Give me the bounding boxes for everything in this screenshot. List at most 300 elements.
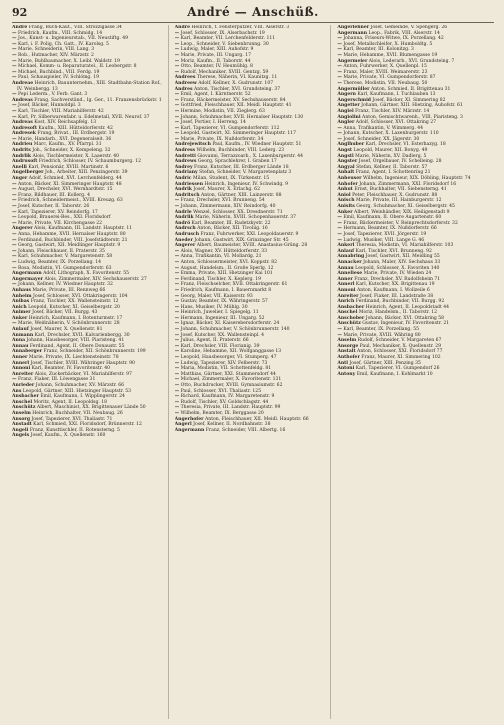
- entry-surname: —: [174, 204, 180, 209]
- entry-details: Joh., Arbeiter, XIII. Penzingerstr. 39: [43, 170, 128, 176]
- entry-surname: Angelberger: [12, 170, 44, 176]
- entry-details: Ferdinand, Buchbinder, VIII. Josefstädterstr. 21: [16, 237, 128, 243]
- entry-surname: Andrusoft: [12, 159, 38, 165]
- entry-details: Leopold, Brauerei-Bes., XXI. Floridsdorf: [16, 215, 111, 221]
- entry-surname: —: [337, 237, 342, 243]
- entry-details: Franz, Fleischselcher, XVII. Ottakringerstr. 61: [179, 282, 288, 288]
- entry-details: Josef, Kaufm., X. Quellenstr. 160: [29, 433, 106, 439]
- entry-surname: Antony: [337, 371, 356, 377]
- entry-details: Heinrich, Juwelier, I. Spiegelg. 11: [179, 310, 259, 316]
- entry-surname: Anhalt: [337, 170, 355, 176]
- entry-details: Johann, Kutscher, X. Laxenburgerstr. 110: [341, 131, 439, 137]
- entry-surname: Angermeier: [337, 58, 368, 64]
- entry-details: Alois, Kaufmann, III. Landstr. Hauptstr. 11: [32, 226, 133, 232]
- entry-details: Friedrich, Schlosser, IV. Schaumburgerg. 12: [37, 159, 141, 165]
- entry-surname: —: [12, 192, 17, 198]
- entry-details: Anton, Kaufmann, I. Wollzeile 6: [355, 287, 430, 293]
- entry-surname: Angermann: [337, 30, 367, 36]
- entry-surname: Anibas: [12, 299, 30, 305]
- entry-surname: Angster: [337, 159, 358, 165]
- entry-details: Anton, Bäcker, XII. Tivoliig. 16: [195, 226, 268, 232]
- entry-details: Wenzel, Schlosser, XX. Dresdnerstr. 71: [191, 209, 283, 215]
- entry-details: Georg, Maler, VII. Kaiserstr. 93: [179, 293, 253, 299]
- entry-details: Josef, Tapezierer, XVI. Thaliastr. 71: [30, 416, 113, 422]
- entry-surname: Angyal: [337, 164, 355, 170]
- entry-surname: Angermayer: [12, 276, 43, 282]
- entry-surname: —: [174, 338, 180, 344]
- entry-details: Therese, Modistin, VII. Neubaug. 50: [341, 80, 428, 86]
- entry-details: Gustav, Beamter, IX. Währingerstr. 57: [179, 299, 268, 305]
- entry-surname: Angerer: [174, 243, 196, 249]
- entry-details: Ludwig, Musiker, VIII. Lange G. 46: [341, 237, 425, 243]
- entry-surname: Antoni: [337, 366, 355, 372]
- entry-surname: Anschel: [12, 399, 33, 405]
- entry-surname: Andress: [174, 148, 196, 154]
- entry-surname: —: [12, 265, 17, 271]
- entry-details: Anna, Hebamme, XVII. Hernalser Hauptstr. 80: [16, 231, 126, 237]
- entry-surname: —: [337, 226, 342, 232]
- entry-surname: —: [12, 254, 17, 260]
- entry-details: Johann, Fleischhauer, II. Praterstr. 35: [16, 248, 105, 254]
- entry-details: August, Drechsler, XVI. Wernhardtstr. 15: [16, 187, 113, 193]
- entry-details: Leopold, Maurer, XII. Bonyg. 49: [352, 148, 428, 154]
- entry-details: Otto, Buchdrucker, XVIII. Gymnasiumstr. 62: [179, 383, 283, 388]
- entry-details: Pepi Lederm., V. Ferb. Gant. 3: [16, 92, 88, 98]
- entry-details: Ferdinand, Tischler, X. Keplerg. 19: [179, 276, 262, 282]
- entry-surname: —: [12, 248, 17, 254]
- entry-surname: Annaberger: [12, 349, 43, 355]
- entry-details: Emil, Agent, I. Kärntnerstr. 52: [179, 92, 251, 98]
- entry-details: Friedrich, Schneidermeist., XVIII. Kreuzg. 63: [16, 198, 123, 204]
- entry-surname: Anrieder: [12, 383, 35, 388]
- entry-details: Marie, Private, VII. Kirchengasse 22: [16, 220, 103, 226]
- entry-surname: Anner: [12, 355, 28, 361]
- entry-surname: Ansbacher: [337, 304, 365, 310]
- entry-details: Johann, Schuhmacher, XV. Märzstr. 66: [34, 383, 124, 388]
- entry-surname: —: [12, 204, 17, 209]
- entry-surname: Andrlik: [12, 153, 32, 159]
- entry-details: Anton, Fuhrwerker, X. Quellenpl. 15: [341, 64, 427, 70]
- entry-surname: —: [174, 36, 180, 42]
- entry-details: Paul, Schauspieler, IV. Schlömg. 19: [16, 75, 100, 81]
- entry-surname: —: [174, 120, 180, 126]
- entry-details: Stefan, Kellner, II. Taborstr. 57: [354, 164, 428, 170]
- entry-details: Marie, Private, III. Rennweg 66: [30, 287, 106, 293]
- entry-details: Ignaz, Bäcker, XI. Kaiserebersdorferstr. 24: [179, 321, 280, 327]
- entry-details: Maria, Modistin, VII. Schottenfeldg. 81: [179, 366, 272, 372]
- entry-details: Franz, Bildhauer, III. Kollerg. 4: [16, 192, 90, 198]
- entry-surname: Anschober: [337, 315, 365, 321]
- entry-details: Johann, Hausbesorger, VIII. Piaristeng. 41: [25, 338, 125, 344]
- entry-surname: Anselm: [337, 338, 357, 344]
- entry-surname: Anselm: [12, 410, 31, 416]
- entry-surname: —: [174, 271, 180, 277]
- entry-surname: —: [337, 131, 342, 137]
- entry-details: Anton, Gemischtwarenh., VIII. Piaristeng. 3: [360, 114, 463, 120]
- entry-details: Johann, Zimmermann, XXI. Floridsdorf 16: [357, 181, 457, 187]
- entry-details: Marie, Private, IV. Wieden 24: [362, 271, 432, 277]
- entry-details: Richard, Kaufmann, IV. Margaretenstr. 9: [179, 394, 275, 400]
- entry-details: Leop., Schneider, V. Siebenbrunng. 30: [179, 41, 269, 47]
- entry-details: Theresia, Modistin, VI. Mariahilferstr. 103: [354, 243, 454, 249]
- directory-entry: [12, 433, 165, 439]
- entry-details: Leopold, Schlosser, X. Favoriten 140: [353, 265, 440, 271]
- directory-entry: [337, 372, 491, 378]
- entry-details: Josef, Gärtner, XIII. Penzing 35: [348, 360, 421, 366]
- entry-surname: Anhaus: [12, 287, 31, 293]
- entry-surname: Angerhofer: [174, 416, 204, 422]
- entry-details: Paul, Kaufm., IV. Wiedner Hauptstr. 51: [210, 142, 302, 148]
- entry-surname: —: [337, 332, 342, 338]
- entry-surname: Andriessen: [174, 181, 204, 187]
- entry-details: Johann, Gastwirt, XIX. Grinzinger Str. 45: [192, 237, 289, 243]
- entry-surname: —: [174, 405, 180, 411]
- entry-details: Marie, Private, IX. Liechtensteinstr. 78: [27, 355, 119, 361]
- entry-details: Frang, Brivat., III. Erdbergstr. 19: [35, 131, 115, 137]
- entry-surname: Angerl: [174, 422, 192, 428]
- entry-details: Josef, Kutscher, II. Taborstr. 26: [16, 204, 90, 209]
- entry-details: Frang, Buch-Kaut., VIII. Strozzigasse 34: [27, 25, 122, 30]
- entry-surname: —: [174, 321, 180, 327]
- entry-surname: Andresek: [12, 131, 36, 137]
- entry-details: Jos., Kunst- u. Ingenieurstab., VII. Neustiftg. 49: [16, 36, 129, 42]
- entry-details: Emil, Kaufmann, I. Kohlmarkt 10: [355, 371, 433, 377]
- entry-surname: —: [12, 220, 17, 226]
- entry-surname: Ansorge: [337, 343, 359, 349]
- entry-details: Karl, Beamter, IV. Favoritenstr. 40: [30, 366, 111, 372]
- entry-details: Hermine, Modistin, VII. Zieglerg. 63: [179, 108, 265, 114]
- entry-details: Gustav, Ingenieur, IV. Favoritenstr. 21: [360, 321, 450, 327]
- entry-surname: —: [337, 136, 342, 142]
- entry-details: Johann, Zimmermann, XIV. Reindorfg. 40: [179, 204, 276, 209]
- entry-details: Hermann, Ingenieur, III. Ungarg. 52: [179, 315, 265, 321]
- entry-surname: —: [12, 215, 17, 221]
- entry-details: Leopold, Kutscher, XI. Geiselbergstr. 20: [26, 304, 120, 310]
- entry-details: Milan, Student, IX. Türkenstr. 15: [191, 176, 270, 182]
- entry-surname: Anreiter: [12, 371, 34, 377]
- entry-details: Marie, Näherin, XV. Dadlerg. 5: [353, 153, 427, 159]
- entry-details: Franz, Kunsttischler, II. Rotensterng. 5: [28, 427, 120, 433]
- entry-details: Johann, Schuhmacher, V. Schönbrunnerstr. 140: [179, 327, 290, 333]
- entry-details: Joh., Schneider, X. Kempeleng. 32: [30, 148, 111, 154]
- entry-details: Johanna, Friseurs-Witwe, IX. Porzellang. 42: [341, 36, 444, 42]
- entry-details: Karl, Pensionär, XVIII. Martinstr. 6: [26, 164, 109, 170]
- entry-details: Marie, Schneiderin, VIII. Lang. 3: [16, 47, 95, 53]
- entry-surname: Andretti: [174, 153, 196, 159]
- directory-entry: [12, 81, 165, 92]
- entry-details: Frang, Sachverständ., Ig. Ger., 11. Franzensbrückstr. 1: [32, 97, 162, 103]
- entry-details: Rob., Hutmacher, XIV. Märzstr. 2: [16, 52, 94, 58]
- entry-details: Johann, Maler, XIV. Sechshaus 33: [361, 259, 441, 265]
- entry-surname: —: [12, 136, 17, 142]
- entry-details: Karl, i. F. Polig, Ch. Gatt., IV. Karolsg. 5: [16, 41, 109, 47]
- entry-surname: —: [174, 52, 180, 58]
- entry-surname: Andreae: [12, 80, 34, 86]
- entry-details: Emma, Private, XIII. Hietzinger Kai 101: [179, 271, 273, 277]
- entry-surname: Antl: [337, 360, 348, 366]
- entry-surname: Andrieu: [12, 142, 33, 148]
- entry-details: Albert, Weinhändler, XIX. Heiligenstadt 9: [352, 209, 450, 215]
- entry-details: Marie, Handarb., XVI. Degeneralseit. 36: [16, 136, 112, 142]
- entry-details: Anton, Fleischhauer, XII. Meidl. Hauptstr. 66: [203, 416, 309, 422]
- entry-surname: —: [12, 259, 17, 265]
- entry-surname: Ans: [12, 388, 22, 394]
- entry-surname: —: [174, 103, 180, 109]
- entry-details: Anna, Trafikantin, V. Wimmerg. 44: [341, 125, 424, 131]
- entry-details: Leopold, Gärtner, XIII. Hietzinger Hauptstr. 53: [21, 388, 132, 394]
- entry-surname: Andrejewitsch: [174, 142, 211, 148]
- entry-surname: —: [174, 69, 180, 75]
- entry-details: Julius, Agent, II. Praterstr. 66: [179, 338, 249, 344]
- directory-columns: [12, 25, 494, 719]
- entry-surname: Andric: [174, 176, 192, 182]
- entry-surname: —: [174, 399, 180, 405]
- entry-surname: Annerl: [337, 282, 355, 288]
- entry-surname: Annoni: [337, 287, 356, 293]
- entry-details: Leopold, Gastwirt, XI. Simmeringer Hauptstr. 117: [179, 131, 297, 137]
- entry-surname: Angern: [337, 92, 356, 98]
- entry-details: Alois, Wagner, XV. Hütteldorferstr. 33: [179, 248, 268, 254]
- entry-surname: —: [174, 254, 180, 260]
- entry-details: Josef, Kutscher, XX. Wallensteinpl. 4: [179, 332, 265, 338]
- entry-details: Alois, Zuckerbäcker, VI. Mariahilferstr. 97: [33, 371, 132, 377]
- entry-details: Anton, Bäcker, XI. Simmeringer Hauptstr. 48: [16, 181, 122, 187]
- entry-surname: Andrees: [174, 75, 196, 81]
- entry-details: Peter, Fleischhauer, X. Gudrunstr. 88: [350, 192, 438, 198]
- entry-surname: Annau: [337, 265, 354, 271]
- entry-surname: Anglhuber: [337, 142, 365, 148]
- entry-details: Anton, Gärtner, XIII. Lainzerstr. 88: [199, 192, 282, 198]
- entry-details: Adolf, Lithograph, X. Favoritenstr. 55: [41, 271, 129, 277]
- entry-surname: —: [174, 394, 180, 400]
- entry-details: Moriz, Kaufm., II. Taborstr. 44: [179, 58, 251, 64]
- entry-surname: Anthofer: [337, 355, 360, 361]
- entry-details: Michael, Komm- u. Reparaturatel., II. Leobergstr. 8: [16, 64, 137, 70]
- entry-details: Josef, Fiaker, III. Landstraße 38: [358, 293, 434, 299]
- entry-details: Josef, Kellner, II. Nordbahnstr. 38: [191, 422, 271, 428]
- entry-details: Franz, Tischler, XX. Wallensteinstr. 12: [29, 299, 119, 305]
- entry-details: Adolf, Kellner, X. Gudrunstr. 107: [196, 80, 274, 86]
- entry-surname: Andrö: [174, 220, 191, 226]
- entry-details: Karl, Drechsler, XVII. Kalvarienbergg. 30: [33, 332, 130, 338]
- entry-surname: —: [174, 315, 180, 321]
- entry-surname: —: [174, 327, 180, 333]
- entry-surname: —: [174, 58, 180, 64]
- entry-surname: Andrey: [174, 164, 193, 170]
- entry-surname: Ansorg: [12, 416, 31, 422]
- entry-surname: Anschütz: [337, 321, 361, 327]
- running-head: André — Anschüß.: [187, 5, 319, 19]
- entry-details: Leop., Fabrik, VIII. Alserstr. 14: [367, 30, 440, 36]
- entry-surname: —: [12, 41, 17, 47]
- entry-surname: Angerer: [12, 226, 33, 232]
- entry-surname: Andrik: [174, 187, 192, 193]
- entry-surname: Angels: [12, 433, 30, 439]
- entry-surname: Anisch: [337, 198, 355, 204]
- entry-details: Franz, Fiaker, III. Löwengasse 31: [16, 377, 96, 383]
- entry-details: Rosa, Modistin, VI. Gumpendorferstr. 63: [16, 265, 112, 271]
- entry-details: Ernst, Buchhalter, VII. Siebensterng. 41: [352, 187, 447, 193]
- page-number: 92: [12, 6, 28, 19]
- entry-surname: Anstalt: [337, 349, 356, 355]
- entry-details: Josef, Schneider, XX. Jägerstr. 30: [341, 136, 420, 142]
- entry-details: Josef, Tischler, XVIII. Währinger Hauptstr. 90: [29, 360, 135, 366]
- entry-details: Ludwig, Tapezierer, XIV. Felberstr. 73: [179, 360, 268, 366]
- entry-surname: Angermann: [12, 271, 42, 277]
- entry-surname: —: [174, 366, 180, 372]
- entry-details: Marc, Kaufm., XV. Pfarrpl. 31: [32, 142, 102, 148]
- entry-details: Wilhelm, Buchbinder, VIII. Lederg. 23: [195, 148, 285, 154]
- entry-surname: —: [12, 58, 17, 64]
- entry-details: Kaufm., XIII. Hütteldorferstr. 42: [36, 125, 113, 131]
- entry-surname: —: [12, 69, 17, 75]
- entry-details: Josef, Bäcker, Hunnoldpl. 3: [16, 103, 81, 109]
- entry-surname: Anlauf: [337, 248, 355, 254]
- entry-surname: —: [12, 181, 17, 187]
- entry-surname: —: [174, 136, 180, 142]
- entry-surname: Annerl: [12, 360, 30, 366]
- entry-details: Georg, Gastwirt, XII. Meidlinger Hauptstr. 9: [16, 243, 121, 249]
- entry-surname: —: [12, 47, 17, 53]
- entry-details: Franz, Schneider, VIII. Albertg. 16: [204, 427, 286, 433]
- entry-surname: Anner: [337, 276, 353, 282]
- entry-details: Georg, Schuhmacher, XI. Geiselbergstr. 45: [354, 204, 455, 209]
- entry-surname: —: [337, 47, 342, 53]
- entry-details: Leopold, Hausbesorger, VI. Stumperg. 47: [179, 355, 277, 361]
- entry-surname: Andrusch: [174, 231, 200, 237]
- entry-details: Anna, Trafikantin, VI. Mollardg. 21: [179, 254, 262, 260]
- entry-surname: Anger: [12, 176, 28, 182]
- entry-surname: Anich: [12, 304, 27, 310]
- entry-details: Wilhelm, Beamter, IX. Berggasse 20: [179, 410, 264, 416]
- entry-details: Johann, Kellner, IV. Wiedner Hauptstr. 32: [16, 282, 113, 288]
- entry-details: Johann, Gärtner, XIII. Hietzing, Auhofstr. 61: [359, 103, 463, 109]
- entry-details: Emil, Kaufmann, I. Wipplingerstr. 24: [38, 394, 125, 400]
- entry-details: Therese, Näherin, VI. Kaunitzg. 11: [195, 75, 278, 81]
- entry-surname: —: [337, 220, 342, 226]
- entry-details: Karl, Tischler, VIII. Mariahilferstr. 42: [16, 108, 104, 114]
- entry-surname: —: [337, 64, 342, 70]
- entry-surname: Anrich: [337, 299, 355, 305]
- entry-details: Heinrich, t. Fensterputzer, VIII. Alserstr. 3: [189, 25, 290, 30]
- entry-details: Heinrich, Bauunternehm., XIII. Stadtbahn-Station Rof., IV. Weinbergg. 13: [17, 80, 162, 92]
- entry-surname: —: [12, 92, 17, 98]
- entry-details: Adolf, Schlosser, XVI. Ottakring 27: [354, 120, 437, 126]
- entry-details: Franz, Schneider, XII. Schönbrunnerstr. 199: [42, 349, 146, 355]
- entry-surname: —: [12, 282, 17, 288]
- entry-details: Rudolf, Tischler, XV. Goldschlagstr. 44: [179, 399, 269, 405]
- entry-details: Ferdinand, Buchbinder, VII. Burgg. 92: [354, 299, 445, 305]
- entry-surname: —: [174, 293, 180, 299]
- entry-surname: —: [337, 36, 342, 42]
- entry-surname: Anheim: [12, 293, 32, 299]
- entry-details: Georg, Sprachlehrer, I. Graben 17: [196, 159, 277, 165]
- entry-details: Johann, Schuhmacher, XVII. Hernalser Hauptstr. 130: [179, 114, 304, 120]
- entry-surname: —: [174, 304, 180, 310]
- entry-surname: —: [337, 125, 342, 131]
- entry-details: Franz, Drechsler, XVI. Brunneng. 54: [179, 198, 265, 204]
- entry-details: Josef, Maurer, X. Erlachg. 62: [191, 187, 260, 193]
- entry-details: Marie, Private, III. Ungarg. 17: [179, 52, 252, 58]
- entry-surname: —: [174, 30, 180, 36]
- entry-surname: André: [174, 25, 190, 30]
- entry-details: Gottfried, Fleischhauer, XII. Meidl. Hauptstr. 41: [179, 103, 292, 109]
- entry-surname: Andresoft: [12, 125, 37, 131]
- entry-details: Marie, Hebamme, XVII. Blumengasse 19: [341, 52, 438, 58]
- entry-surname: Anreiter: [337, 293, 359, 299]
- entry-surname: —: [174, 265, 180, 271]
- entry-details: Franz, Maler, XVIII. Weimarerstr. 23: [341, 69, 428, 75]
- entry-details: Franz, Drechsler, XV. Rudolfsheim 71: [352, 276, 441, 282]
- entry-details: Karl, Tapezierer, VI. Gumpendorf 26: [354, 366, 440, 372]
- entry-surname: Annoni: [12, 366, 31, 372]
- entry-surname: Anneliese: [337, 271, 363, 277]
- entry-details: Alois, Tischlermeister, X. Laaerstr. 40: [31, 153, 120, 159]
- directory-entry: [175, 428, 328, 434]
- entry-surname: Angeli: [12, 427, 29, 433]
- entry-surname: Andrits: [12, 148, 31, 154]
- entry-details: Josef, Maurer, X. Quellenstr. 81: [28, 327, 103, 333]
- entry-details: Theresia, Private, III. Landstr. Hauptstr. 99: [179, 405, 281, 411]
- entry-details: Marie, Private, IX. Nußdorferstr. 34: [179, 136, 264, 142]
- entry-details: Franz, Fuhrwerker, XXI. Leopoldauerstr. 9: [199, 231, 299, 237]
- entry-details: Franz, Agent, I. Schottenring 21: [354, 170, 431, 176]
- entry-details: Adolf, Schmied, XVI. Lerchenfelderg. 44: [27, 176, 122, 182]
- entry-surname: Andreew: [174, 80, 197, 86]
- entry-details: Karl, Tischler, XVI. Brunneng. 92: [354, 248, 432, 254]
- entry-surname: —: [337, 80, 342, 86]
- entry-surname: —: [12, 36, 17, 42]
- entry-surname: —: [12, 103, 17, 109]
- entry-details: Ludwig, Beamter, IX. Porzellang. 14: [16, 259, 102, 265]
- entry-details: Albert, Maschinist, XX. Brigittenauer Lände 50: [35, 405, 146, 411]
- entry-surname: —: [174, 360, 180, 366]
- entry-surname: Anisits: [337, 204, 355, 209]
- entry-details: Marie, Private, VI. Gumpendorferstr. 87: [341, 75, 436, 81]
- entry-details: Karl, Beamter, VII. Lerchenfelderstr. 111: [179, 36, 276, 42]
- entry-surname: Ansbacher: [12, 394, 39, 400]
- entry-details: Josef, Orgelbauer, IV. Schelleing. 28: [357, 159, 442, 165]
- entry-surname: Angiolini: [337, 114, 361, 120]
- entry-surname: —: [174, 383, 180, 388]
- entry-surname: —: [174, 355, 180, 361]
- entry-surname: Anna: [12, 338, 26, 344]
- entry-surname: —: [174, 125, 180, 131]
- entry-surname: —: [174, 108, 180, 114]
- entry-details: Josef, Bäcker, VII. Burgg. 43: [30, 310, 98, 316]
- entry-details: Emil, Kaufmann, II. Obere Augartenstr. 60: [341, 215, 442, 221]
- entry-surname: —: [337, 41, 342, 47]
- entry-surname: Angermüller: [337, 86, 370, 92]
- entry-surname: —: [12, 198, 17, 204]
- entry-surname: Angiel: [337, 108, 354, 114]
- entry-surname: —: [12, 75, 17, 81]
- entry-surname: Andres: [174, 86, 193, 92]
- entry-surname: —: [174, 371, 180, 377]
- entry-surname: —: [174, 248, 180, 254]
- directory-column-3: [337, 25, 494, 719]
- entry-surname: —: [174, 282, 180, 288]
- entry-surname: Angler: [337, 120, 355, 126]
- entry-surname: —: [174, 299, 180, 305]
- entry-details: Franz, Kutscher, III. Erdberger Lände 18: [192, 164, 289, 170]
- entry-details: Friedrich, Kaufmann, I. Bauernmarkt 8: [179, 287, 272, 293]
- entry-surname: —: [12, 52, 17, 58]
- entry-details: Franz, Bäckermeister, V. Reinprechtsdorferstr. 32: [341, 220, 458, 226]
- entry-surname: —: [174, 97, 180, 103]
- entry-details: Karl, Tapezierer, VI. Gumpendorferstr. 112: [179, 125, 280, 131]
- entry-details: Paul, Mechaniker, X. Quellenstr. 29: [358, 343, 441, 349]
